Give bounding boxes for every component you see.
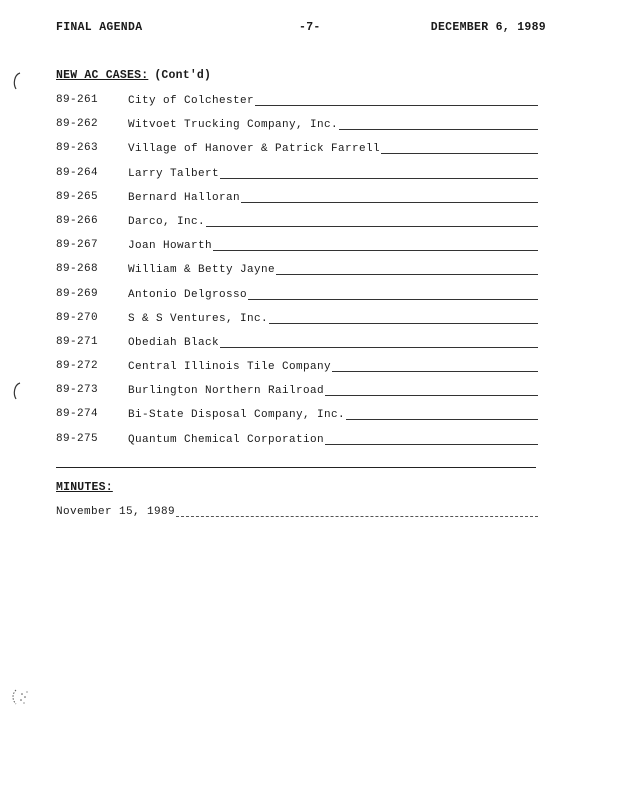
case-entry bbox=[128, 94, 538, 107]
case-row bbox=[56, 384, 538, 408]
case-row bbox=[56, 336, 538, 360]
margin-speck bbox=[10, 686, 32, 708]
leader-line bbox=[269, 312, 538, 324]
case-row bbox=[56, 239, 538, 263]
case-name: Witvoet Trucking Company, Inc. bbox=[128, 119, 339, 132]
case-entry bbox=[128, 263, 538, 276]
case-entry bbox=[128, 167, 538, 180]
case-row bbox=[56, 263, 538, 287]
ac-cases-cont: (Cont'd) bbox=[154, 69, 212, 82]
case-entry bbox=[128, 288, 538, 301]
case-row bbox=[56, 94, 538, 118]
leader-line bbox=[339, 118, 538, 130]
section-divider bbox=[56, 467, 536, 468]
minutes-heading: MINUTES: bbox=[56, 481, 113, 494]
leader-line bbox=[176, 505, 538, 517]
case-name: Village of Hanover & Patrick Farrell bbox=[128, 143, 381, 156]
case-number: 89-274 bbox=[56, 408, 99, 421]
case-number: 89-266 bbox=[56, 214, 99, 227]
case-entry bbox=[128, 433, 538, 446]
case-number: 89-267 bbox=[56, 239, 99, 252]
case-name: Bernard Halloran bbox=[128, 191, 241, 204]
leader-line bbox=[346, 408, 538, 420]
ac-cases-title: NEW AC CASES: bbox=[56, 69, 149, 82]
case-name: S & S Ventures, Inc. bbox=[128, 312, 269, 325]
case-number: 89-269 bbox=[56, 287, 99, 300]
leader-line bbox=[332, 360, 538, 372]
case-number: 89-268 bbox=[56, 263, 99, 276]
case-number: 89-264 bbox=[56, 166, 99, 179]
ac-case-list bbox=[56, 94, 538, 457]
case-entry bbox=[128, 142, 538, 155]
margin-mark bbox=[10, 70, 24, 92]
case-number: 89-262 bbox=[56, 118, 99, 131]
margin-mark bbox=[10, 380, 24, 402]
leader-line bbox=[381, 142, 538, 154]
case-number: 89-275 bbox=[56, 432, 99, 445]
ac-cases-heading bbox=[56, 69, 211, 82]
case-name: Quantum Chemical Corporation bbox=[128, 433, 325, 446]
case-entry bbox=[128, 312, 538, 325]
leader-line bbox=[255, 94, 538, 106]
minutes-date: November 15, 1989 bbox=[56, 506, 176, 518]
case-entry bbox=[128, 239, 538, 252]
agenda-date: DECEMBER 6, 1989 bbox=[430, 21, 546, 34]
case-name: Darco, Inc. bbox=[128, 215, 206, 228]
case-entry bbox=[128, 360, 538, 373]
case-number: 89-261 bbox=[56, 94, 99, 106]
case-entry bbox=[128, 336, 538, 349]
case-row bbox=[56, 433, 538, 457]
case-number: 89-273 bbox=[56, 384, 99, 397]
case-number: 89-270 bbox=[56, 311, 99, 324]
leader-line bbox=[325, 433, 538, 445]
leader-line bbox=[206, 215, 538, 227]
leader-line bbox=[220, 167, 538, 179]
case-number: 89-263 bbox=[56, 142, 99, 155]
page-header bbox=[56, 21, 546, 37]
leader-line bbox=[248, 288, 538, 300]
case-entry bbox=[128, 191, 538, 204]
leader-line bbox=[220, 336, 538, 348]
case-entry bbox=[128, 118, 538, 131]
case-number: 89-265 bbox=[56, 190, 99, 203]
agenda-title: FINAL AGENDA bbox=[56, 21, 143, 34]
case-name: Obediah Black bbox=[128, 336, 220, 349]
case-name: Antonio Delgrosso bbox=[128, 288, 248, 301]
case-entry bbox=[128, 384, 538, 397]
leader-line bbox=[325, 384, 538, 396]
case-name: William & Betty Jayne bbox=[128, 264, 276, 277]
case-name: City of Colchester bbox=[128, 95, 255, 107]
case-row bbox=[56, 191, 538, 215]
case-entry bbox=[128, 215, 538, 228]
case-name: Burlington Northern Railroad bbox=[128, 385, 325, 398]
case-name: Bi-State Disposal Company, Inc. bbox=[128, 409, 346, 422]
case-number: 89-271 bbox=[56, 335, 99, 348]
case-row bbox=[56, 360, 538, 384]
case-row bbox=[56, 142, 538, 166]
case-name: Central Illinois Tile Company bbox=[128, 361, 332, 374]
minutes-entry bbox=[56, 505, 538, 518]
page-number: -7- bbox=[299, 21, 321, 34]
case-row bbox=[56, 408, 538, 432]
case-number: 89-272 bbox=[56, 360, 99, 373]
case-row bbox=[56, 312, 538, 336]
case-row bbox=[56, 288, 538, 312]
leader-line bbox=[241, 191, 538, 203]
case-name: Larry Talbert bbox=[128, 167, 220, 180]
case-name: Joan Howarth bbox=[128, 240, 213, 253]
case-row bbox=[56, 118, 538, 142]
case-row bbox=[56, 215, 538, 239]
case-entry bbox=[128, 408, 538, 421]
case-row bbox=[56, 167, 538, 191]
leader-line bbox=[213, 239, 538, 251]
leader-line bbox=[276, 263, 538, 275]
